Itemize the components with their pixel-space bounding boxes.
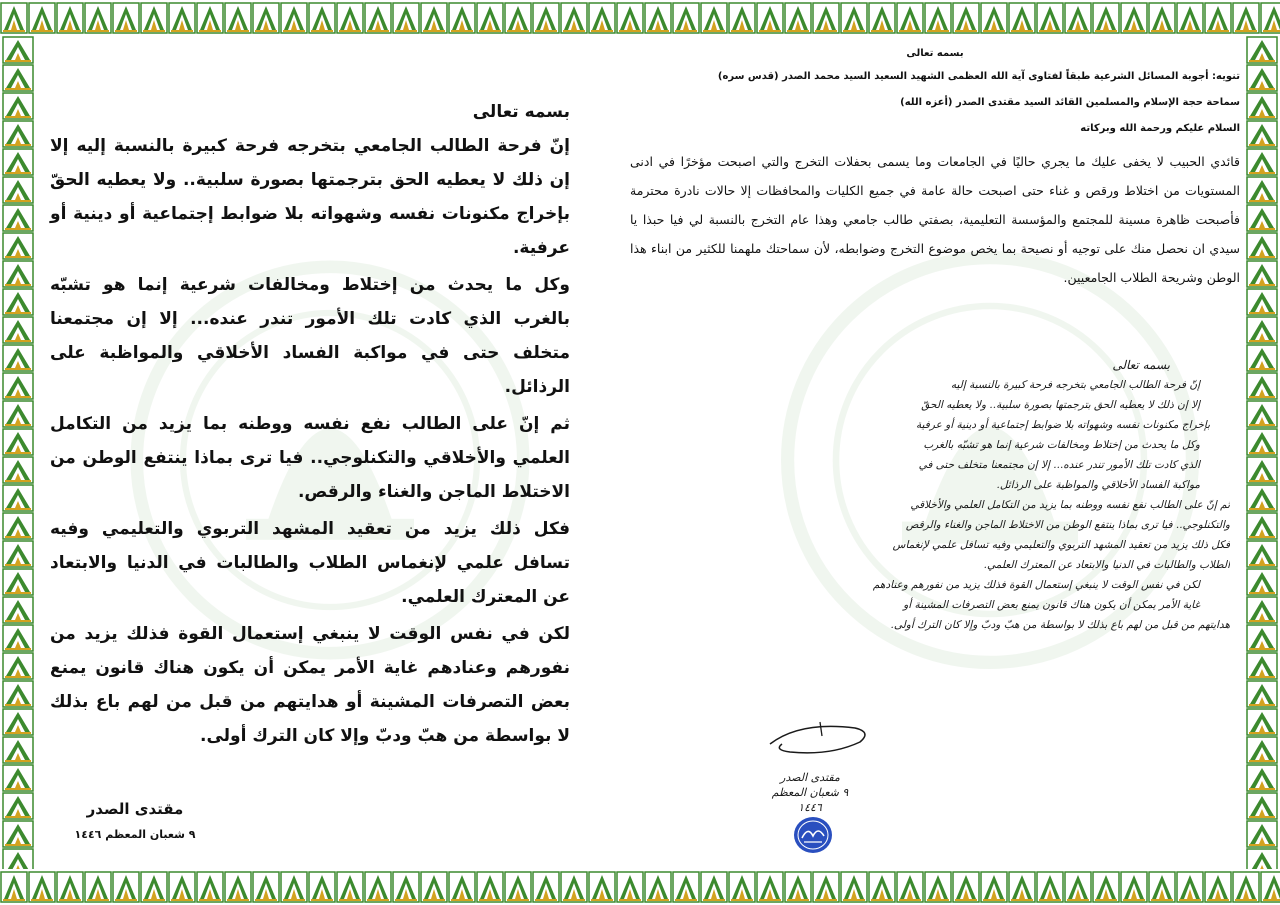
question-body: قائدي الحبيب لا يخفى عليك ما يجري حاليًا في الجامعات وما يسمى بحفلات التخرج والتي اصبحت مؤخرًا في ادنى المستويات من اختلاط ورقص و غناء حتى اصبحت حالة عامة في جميع الكليات والمحافظات إلا حالات نادرة محترمة فأصبحت ظاهرة مسينة للمجتمع والمؤسسة التعليمية، بصفتي طالب جامعي وهذا عام التخرج بالنسبة لي فيا حبذا يا سيدي ان نحصل منك على توجيه أو نصيحة بما يخص موضوع التخرج وضوابطه، لأن سماحتك ملهمنا للكثير من ابناء هذا الوطن وشريحة الطلاب الجامعيين. [630, 154, 1240, 285]
handwritten-line: فكل ذلك يزيد من تعقيد المشهد التربوي والتعليمي وفيه تسافل علمي لإنغماس [892, 539, 1230, 551]
greeting-line: السلام عليكم ورحمة الله وبركاته [1080, 123, 1240, 134]
question-heading: بسمه تعالى [906, 48, 964, 59]
answer-paragraph: ثم إنّ على الطالب نفع نفسه ووطنه بما يزيد من التكامل العلمي والأخلاقي والتكنلوجي.. فيا ترى بماذا ينتفع الوطن من الاختلاط الماجن والغناء والرقص. [50, 414, 570, 502]
typed-answer [50, 95, 570, 756]
handwritten-line: الطلاب والطالبات في الدنيا والابتعاد عن المعترك العلمي. [983, 559, 1230, 571]
handwritten-line: مواكبة الفساد الأخلاقي والمواظبة على الرذائل. [996, 479, 1200, 491]
notice-line: تنويه: أجوبة المسائل الشرعية طبقاً لفتاوى آية الله العظمى الشهيد السعيد السيد محمد الصدر (قدس سره) [717, 71, 1240, 82]
basmala-heading: بسمه تعالى [472, 102, 570, 122]
handwritten-line: لكن في نفس الوقت لا ينبغي إستعمال القوة فذلك يزيد من نفورهم وعنادهم [872, 579, 1200, 591]
handwritten-line: غاية الأمر يمكن أن يكون هناك قانون يمنع بعض التصرفات المشينة أو [903, 599, 1200, 611]
handwritten-answer [710, 355, 1230, 635]
seal-stamp-icon [792, 814, 834, 856]
handwritten-line: الذي كادت تلك الأمور تندر عنده... إلا إن مجتمعنا متخلف حتى في [918, 459, 1200, 471]
question-letter [630, 48, 1240, 292]
ornamental-border-right [1244, 36, 1280, 869]
handwritten-line: إنّ فرحة الطالب الجامعي بتخرجه فرحة كبيرة بالنسبة إليه [950, 379, 1200, 391]
answer-paragraph: وكل ما يحدث من إختلاط ومخالفات شرعية إنما هو تشبّه بالغرب الذي كادت تلك الأمور تندر عنده... إلا إن مجتمعنا متخلف حتى في مواكبة الفساد الأخلاقي والمواظبة على الرذائل. [50, 275, 570, 397]
handwritten-line: هدايتهم من قبل من لهم باع بذلك لا بواسطة من هبّ ودبّ وإلا كان الترك أولى. [890, 619, 1230, 631]
answer-paragraph: لكن في نفس الوقت لا ينبغي إستعمال القوة فذلك يزيد من نفورهم وعنادهم غاية الأمر يمكن أن يكون هناك قانون يمنع بعض التصرفات المشينة أو هدايتهم من قبل من لهم باع بذلك لا بواسطة من هبّ ودبّ وإلا كان الترك أولى. [50, 624, 570, 746]
handwritten-line: والتكنلوجي.. فيا ترى بماذا ينتفع الوطن من الاختلاط الماجن والغناء والرقص [905, 519, 1230, 531]
answer-paragraph: فكل ذلك يزيد من تعقيد المشهد التربوي والتعليمي وفيه تسافل علمي لإنغماس الطلاب والطالبات في الدنيا والابتعاد عن المعترك العلمي. [50, 519, 570, 607]
handwritten-signature [770, 770, 850, 815]
handwritten-line: وكل ما يحدث من إختلاط ومخالفات شرعية إنما هو تشبّه بالغرب [923, 439, 1200, 451]
handwritten-line: إلا إن ذلك لا يعطيه الحق بترجمتها بصورة سلبية.. ولا يعطيه الحقّ [921, 399, 1200, 411]
handwritten-signature-date: ٩ شعبان المعظم ١٤٤٦ [771, 786, 849, 814]
signature-date: ٩ شعبان المعظم ١٤٤٦ [74, 828, 196, 841]
handwritten-title: بسمه تعالى [1112, 358, 1170, 372]
handwritten-line: بإخراج مكنونات نفسه وشهواته بلا ضوابط إجتماعية أو دينية أو عرفية [916, 419, 1210, 431]
signature-name: مقتدى الصدر [86, 800, 184, 818]
ornamental-border-bottom [0, 869, 1280, 905]
ornamental-border-top [0, 0, 1280, 36]
handwritten-signature-name: مقتدى الصدر [780, 771, 840, 784]
addressee-line: سماحة حجة الإسلام والمسلمين القائد السيد مقتدى الصدر (أعزه الله) [900, 97, 1240, 108]
answer-paragraph: إنّ فرحة الطالب الجامعي بتخرجه فرحة كبيرة بالنسبة إليه إلا إن ذلك لا يعطيه الحق بترجمتها بصورة سلبية.. ولا يعطيه الحقّ بإخراج مكنونات نفسه وشهواته بلا ضوابط إجتماعية أو دينية أو عرفية. [50, 136, 570, 258]
typed-signature [60, 800, 210, 841]
ornamental-border-left [0, 36, 36, 869]
handwritten-line: ثم إنّ على الطالب نفع نفسه ووطنه بما يزيد من التكامل العلمي والأخلاقي [910, 499, 1230, 511]
